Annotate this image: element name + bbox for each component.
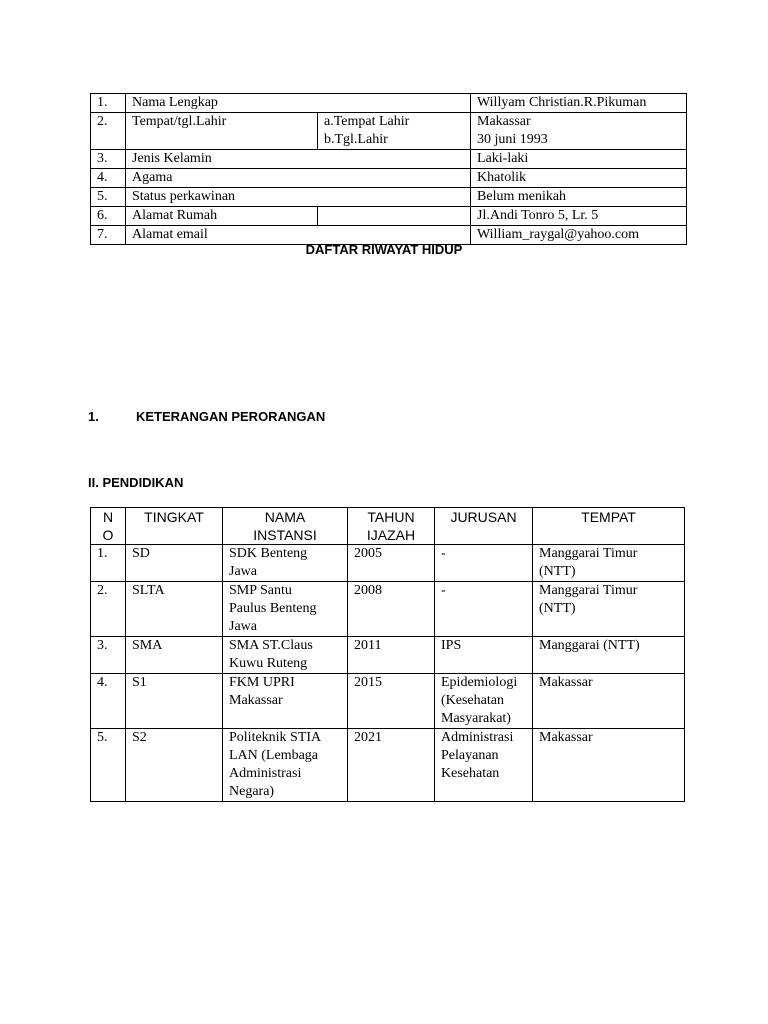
field-label: Nama Lengkap — [126, 94, 471, 113]
table-cell: 4. — [91, 674, 126, 729]
row-number: 3. — [91, 150, 126, 169]
section-heading: II. PENDIDIKAN — [88, 475, 184, 490]
table-cell: 2008 — [348, 582, 435, 637]
table-cell: Makassar — [533, 674, 685, 729]
table-cell: SD — [126, 545, 223, 582]
row-number: 7. — [91, 226, 126, 245]
field-label: Alamat Rumah — [126, 207, 318, 226]
table-cell: 2005 — [348, 545, 435, 582]
table-cell: 1. — [91, 545, 126, 582]
table-cell: SDK Benteng Jawa — [223, 545, 348, 582]
row-number: 5. — [91, 188, 126, 207]
field-sublabel: a.Tempat Lahir b.Tgl.Lahir — [318, 113, 471, 150]
table-cell: Administrasi Pelayanan Kesehatan — [435, 729, 533, 802]
table-cell: S2 — [126, 729, 223, 802]
table-cell: Makassar — [533, 729, 685, 802]
table-cell: 2021 — [348, 729, 435, 802]
field-value: Belum menikah — [471, 188, 687, 207]
table-row — [91, 582, 685, 637]
table-row — [91, 207, 687, 226]
table-row — [91, 169, 687, 188]
document-title: DAFTAR RIWAYAT HIDUP — [305, 242, 463, 257]
table-cell: S1 — [126, 674, 223, 729]
section-heading: KETERANGAN PERORANGAN — [136, 409, 326, 424]
column-header: NAMA INSTANSI — [223, 508, 348, 545]
table-cell: SLTA — [126, 582, 223, 637]
table-header-row — [91, 508, 685, 545]
table-cell: - — [435, 545, 533, 582]
table-row — [91, 545, 685, 582]
table-cell: SMA ST.Claus Kuwu Ruteng — [223, 637, 348, 674]
table-cell: Manggarai (NTT) — [533, 637, 685, 674]
column-header: JURUSAN — [435, 508, 533, 545]
field-value: Makassar 30 juni 1993 — [471, 113, 687, 150]
field-sublabel — [318, 207, 471, 226]
table-cell: Epidemiologi (Kesehatan Masyarakat) — [435, 674, 533, 729]
field-label: Tempat/tgl.Lahir — [126, 113, 318, 150]
table-cell: 3. — [91, 637, 126, 674]
field-value: Laki-laki — [471, 150, 687, 169]
table-row — [91, 729, 685, 802]
table-row — [91, 113, 687, 150]
field-value: William_raygal@yahoo.com — [471, 226, 687, 245]
row-number: 2. — [91, 113, 126, 150]
table-cell: SMP Santu Paulus Benteng Jawa — [223, 582, 348, 637]
table-cell: 2015 — [348, 674, 435, 729]
table-cell: FKM UPRI Makassar — [223, 674, 348, 729]
table-row — [91, 150, 687, 169]
field-value: Willyam Christian.R.Pikuman — [471, 94, 687, 113]
column-header: TAHUN IJAZAH — [348, 508, 435, 545]
table-cell: SMA — [126, 637, 223, 674]
row-number: 4. — [91, 169, 126, 188]
table-row — [91, 637, 685, 674]
field-value: Jl.Andi Tonro 5, Lr. 5 — [471, 207, 687, 226]
field-label: Agama — [126, 169, 471, 188]
table-cell: Manggarai Timur (NTT) — [533, 582, 685, 637]
field-label: Jenis Kelamin — [126, 150, 471, 169]
row-number: 1. — [91, 94, 126, 113]
row-number: 6. — [91, 207, 126, 226]
table-cell: Politeknik STIA LAN (Lembaga Administrasi Negara) — [223, 729, 348, 802]
field-value: Khatolik — [471, 169, 687, 188]
table-cell: Manggarai Timur (NTT) — [533, 545, 685, 582]
table-cell: - — [435, 582, 533, 637]
table-row — [91, 674, 685, 729]
section-number: 1. — [88, 409, 99, 424]
field-label: Alamat email — [126, 226, 471, 245]
table-cell: IPS — [435, 637, 533, 674]
field-label: Status perkawinan — [126, 188, 471, 207]
personal-info-table — [90, 93, 687, 245]
education-table — [90, 507, 685, 802]
table-cell: 2011 — [348, 637, 435, 674]
column-header: N O — [91, 508, 126, 545]
column-header: TEMPAT — [533, 508, 685, 545]
table-cell: 5. — [91, 729, 126, 802]
column-header: TINGKAT — [126, 508, 223, 545]
table-cell: 2. — [91, 582, 126, 637]
table-row — [91, 188, 687, 207]
table-row — [91, 94, 687, 113]
